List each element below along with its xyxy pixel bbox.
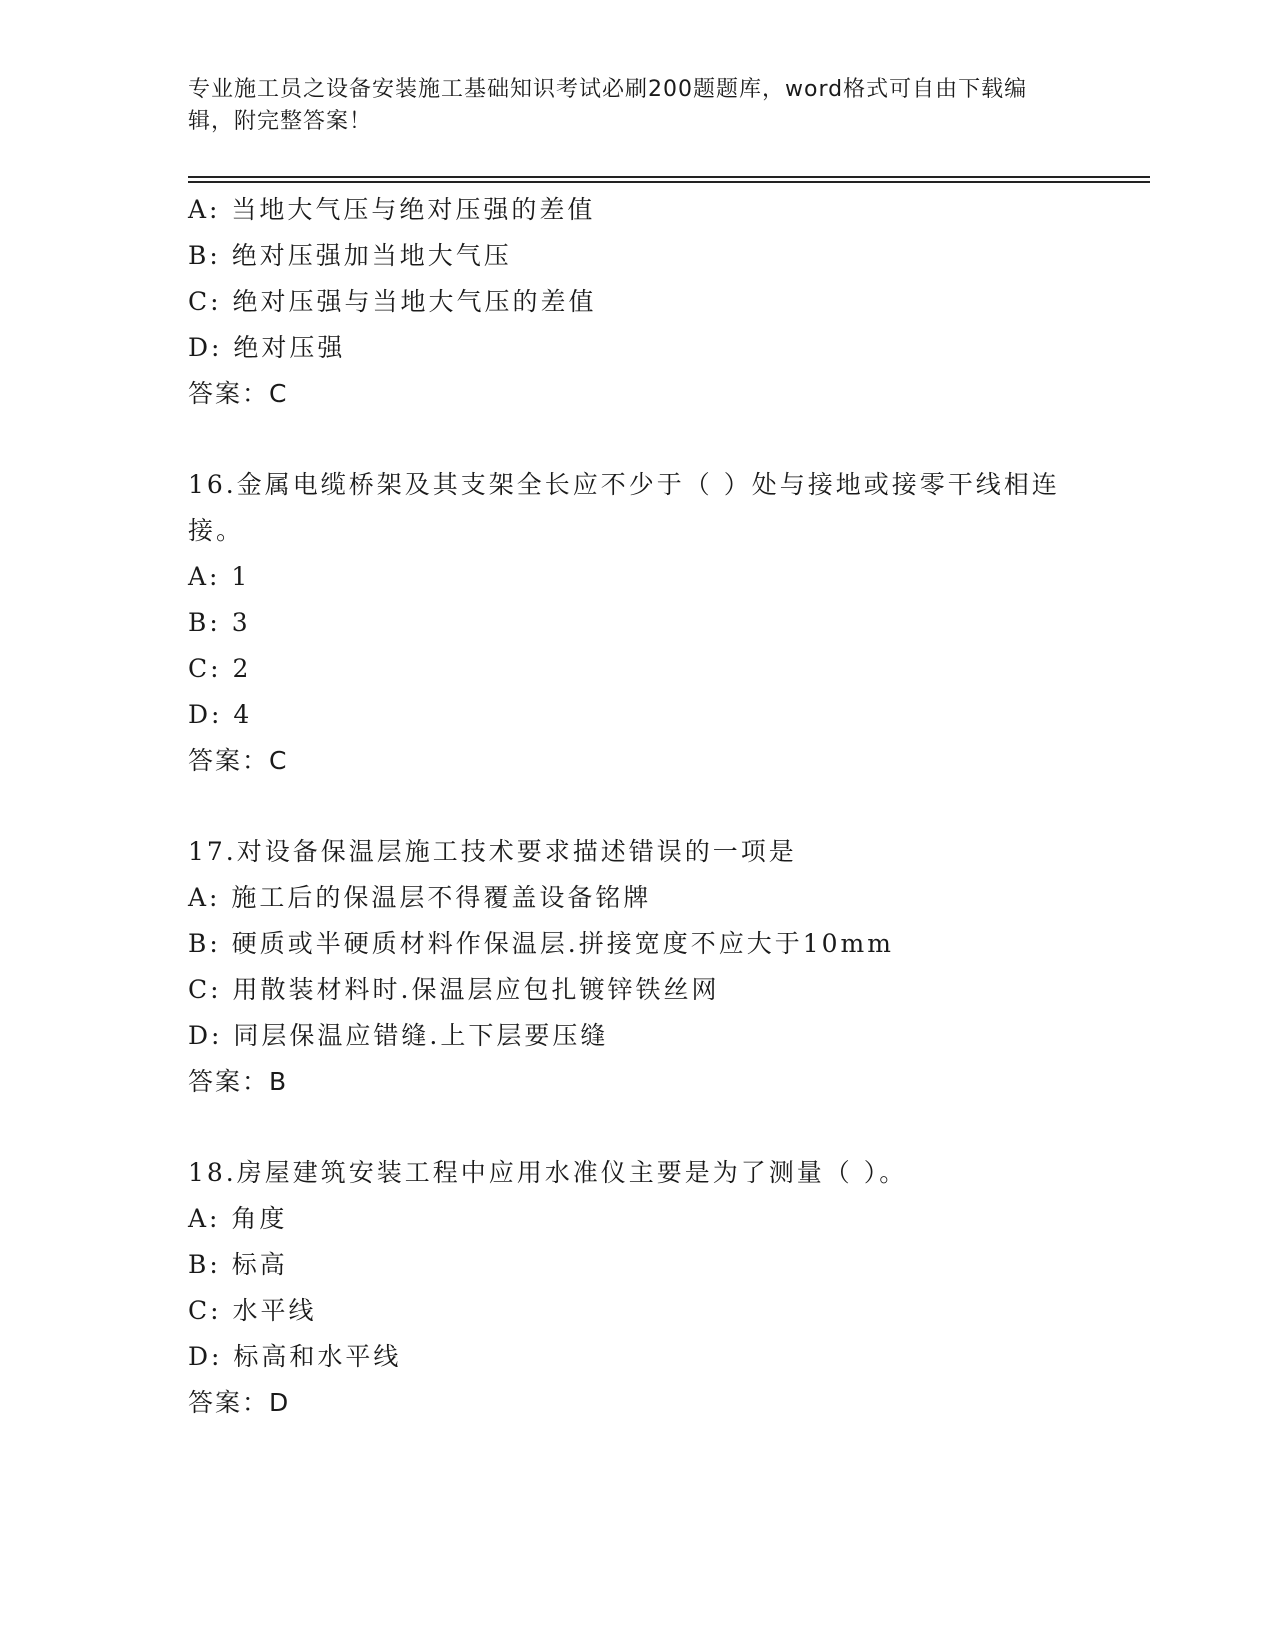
option-b: B: 硬质或半硬质材料作保温层.拼接宽度不应大于10mm — [188, 929, 894, 958]
option-c: C: 绝对压强与当地大气压的差值 — [188, 287, 597, 316]
option-d: D: 4 — [188, 700, 253, 729]
answer-line: 答案：C — [188, 746, 289, 775]
question-block-previous — [188, 187, 1088, 417]
header-rule-bottom — [188, 181, 1150, 183]
option-b: B: 3 — [188, 608, 251, 637]
option-a: A: 角度 — [188, 1204, 288, 1233]
question-block-17 — [188, 829, 1088, 1105]
option-a: A: 施工后的保温层不得覆盖设备铭牌 — [188, 883, 652, 912]
option-b: B: 绝对压强加当地大气压 — [188, 241, 512, 270]
option-c: C: 水平线 — [188, 1296, 317, 1325]
option-d: D: 标高和水平线 — [188, 1342, 402, 1371]
option-b: B: 标高 — [188, 1250, 288, 1279]
document-header: 专业施工员之设备安装施工基础知识考试必刷200题题库，word格式可自由下载编辑，附完整答案！ — [188, 77, 1028, 134]
answer-line: 答案：C — [188, 379, 289, 408]
question-list — [188, 187, 1088, 1426]
answer-line: 答案：D — [188, 1388, 291, 1417]
option-a: A: 当地大气压与绝对压强的差值 — [188, 195, 596, 224]
option-c: C: 2 — [188, 654, 252, 683]
question-block-18 — [188, 1150, 1088, 1426]
option-c: C: 用散装材料时.保温层应包扎镀锌铁丝网 — [188, 975, 720, 1004]
option-d: D: 同层保温应错缝.上下层要压缝 — [188, 1021, 609, 1050]
option-d: D: 绝对压强 — [188, 333, 346, 362]
question-block-16 — [188, 462, 1088, 784]
question-text: 17.对设备保温层施工技术要求描述错误的一项是 — [188, 837, 797, 866]
question-text: 16.金属电缆桥架及其支架全长应不少于（ ）处与接地或接零干线相连接。 — [188, 470, 1060, 545]
option-a: A: 1 — [188, 562, 251, 591]
question-text: 18.房屋建筑安装工程中应用水准仪主要是为了测量（ ）。 — [188, 1158, 908, 1187]
answer-line: 答案：B — [188, 1067, 289, 1096]
header-rule-top — [188, 176, 1150, 178]
